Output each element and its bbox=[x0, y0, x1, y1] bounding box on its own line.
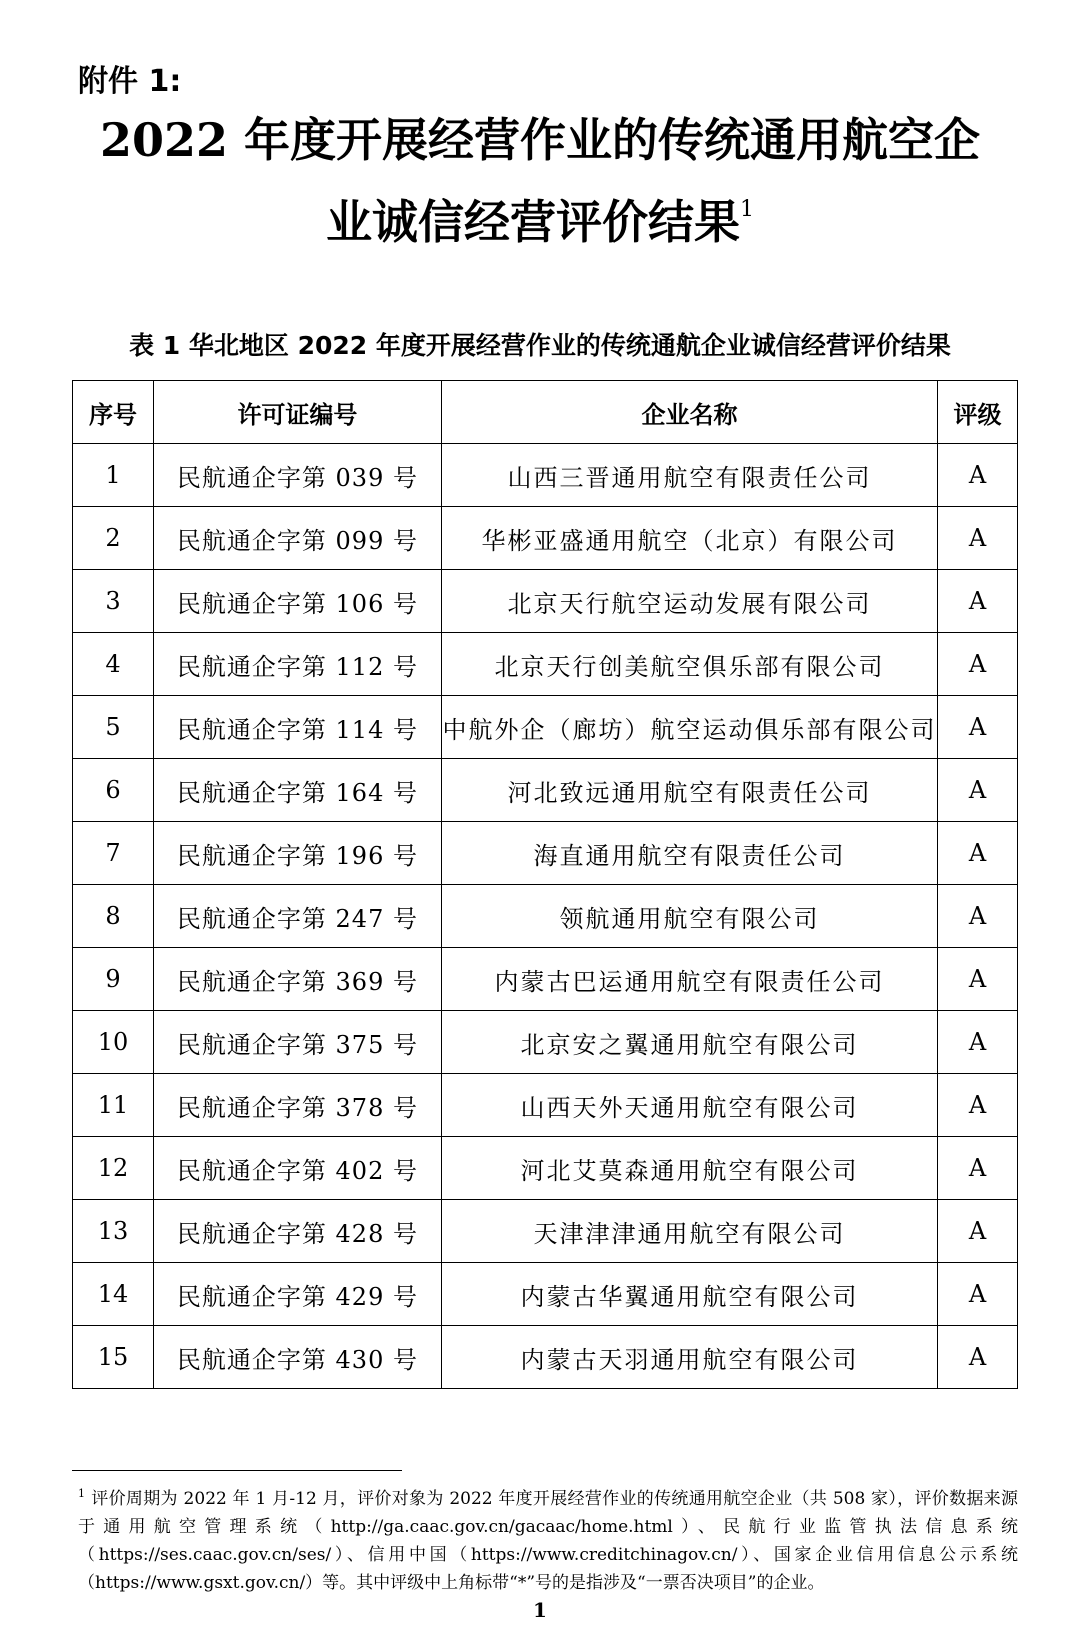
table-row bbox=[73, 570, 1018, 633]
attachment-label: 附件 1: bbox=[78, 64, 182, 99]
table-row bbox=[73, 1263, 1018, 1326]
table-row bbox=[73, 948, 1018, 1011]
row-index-cell: 15 bbox=[73, 1326, 154, 1389]
table-row bbox=[73, 822, 1018, 885]
table-body bbox=[73, 444, 1018, 1389]
company-name-cell: 内蒙古天羽通用航空有限公司 bbox=[441, 1326, 937, 1389]
table-row bbox=[73, 1200, 1018, 1263]
company-name-cell: 河北艾莫森通用航空有限公司 bbox=[441, 1137, 937, 1200]
table-row bbox=[73, 759, 1018, 822]
grade-cell: A bbox=[938, 1200, 1018, 1263]
grade-cell: A bbox=[938, 444, 1018, 507]
grade-cell: A bbox=[938, 759, 1018, 822]
row-index-cell: 1 bbox=[73, 444, 154, 507]
license-number-cell: 民航通企字第 196 号 bbox=[153, 822, 441, 885]
row-index-cell: 9 bbox=[73, 948, 154, 1011]
row-index-cell: 5 bbox=[73, 696, 154, 759]
table-row bbox=[73, 633, 1018, 696]
table-caption: 表 1 华北地区 2022 年度开展经营作业的传统通航企业诚信经营评价结果 bbox=[129, 331, 951, 360]
license-number-cell: 民航通企字第 402 号 bbox=[153, 1137, 441, 1200]
company-name-cell: 山西三晋通用航空有限责任公司 bbox=[441, 444, 937, 507]
company-name-cell: 北京天行航空运动发展有限公司 bbox=[441, 570, 937, 633]
table-row bbox=[73, 1137, 1018, 1200]
grade-cell: A bbox=[938, 822, 1018, 885]
company-name-cell: 华彬亚盛通用航空（北京）有限公司 bbox=[441, 507, 937, 570]
table-row bbox=[73, 507, 1018, 570]
header-license: 许可证编号 bbox=[153, 381, 441, 444]
header-index: 序号 bbox=[73, 381, 154, 444]
grade-cell: A bbox=[938, 570, 1018, 633]
company-name-cell: 内蒙古华翼通用航空有限公司 bbox=[441, 1263, 937, 1326]
license-number-cell: 民航通企字第 114 号 bbox=[153, 696, 441, 759]
row-index-cell: 8 bbox=[73, 885, 154, 948]
row-index-cell: 3 bbox=[73, 570, 154, 633]
company-name-cell: 河北致远通用航空有限责任公司 bbox=[441, 759, 937, 822]
document-title-line-1: 2022 年度开展经营作业的传统通用航空企 bbox=[99, 113, 981, 167]
license-number-cell: 民航通企字第 429 号 bbox=[153, 1263, 441, 1326]
header-grade: 评级 bbox=[938, 381, 1018, 444]
footnote-marker: 1 bbox=[78, 1487, 85, 1500]
footnote-text: 评价周期为 2022 年 1 月-12 月，评价对象为 2022 年度开展经营作业的传统通用航空企业（共 508 家），评价数据来源于通用航空管理系统（http://ga.caac.gov.cn/gacaac/home.html）、民航行业监管执法信息系统（https://ses.caac.gov.cn/ses/）、信用中国（https://www.creditchinagov.cn/）、国家企业信用信息公示系统（https://www.gsxt.gov.cn/）等。其中评级中上角标带“*”号的是指涉及“一票否决项目”的企业。 bbox=[78, 1489, 1018, 1593]
table-row bbox=[73, 885, 1018, 948]
row-index-cell: 2 bbox=[73, 507, 154, 570]
results-table bbox=[72, 380, 1018, 1389]
license-number-cell: 民航通企字第 039 号 bbox=[153, 444, 441, 507]
license-number-cell: 民航通企字第 164 号 bbox=[153, 759, 441, 822]
grade-cell: A bbox=[938, 885, 1018, 948]
grade-cell: A bbox=[938, 507, 1018, 570]
row-index-cell: 6 bbox=[73, 759, 154, 822]
license-number-cell: 民航通企字第 378 号 bbox=[153, 1074, 441, 1137]
row-index-cell: 12 bbox=[73, 1137, 154, 1200]
row-index-cell: 10 bbox=[73, 1011, 154, 1074]
grade-cell: A bbox=[938, 1326, 1018, 1389]
license-number-cell: 民航通企字第 247 号 bbox=[153, 885, 441, 948]
grade-cell: A bbox=[938, 1263, 1018, 1326]
license-number-cell: 民航通企字第 428 号 bbox=[153, 1200, 441, 1263]
grade-cell: A bbox=[938, 633, 1018, 696]
license-number-cell: 民航通企字第 369 号 bbox=[153, 948, 441, 1011]
license-number-cell: 民航通企字第 106 号 bbox=[153, 570, 441, 633]
table-row bbox=[73, 444, 1018, 507]
license-number-cell: 民航通企字第 430 号 bbox=[153, 1326, 441, 1389]
row-index-cell: 4 bbox=[73, 633, 154, 696]
license-number-cell: 民航通企字第 099 号 bbox=[153, 507, 441, 570]
document-title-line-2 bbox=[60, 180, 1020, 252]
company-name-cell: 领航通用航空有限公司 bbox=[441, 885, 937, 948]
company-name-cell: 中航外企（廊坊）航空运动俱乐部有限公司 bbox=[441, 696, 937, 759]
company-name-cell: 内蒙古巴运通用航空有限责任公司 bbox=[441, 948, 937, 1011]
grade-cell: A bbox=[938, 1137, 1018, 1200]
table-header-row bbox=[73, 381, 1018, 444]
license-number-cell: 民航通企字第 112 号 bbox=[153, 633, 441, 696]
grade-cell: A bbox=[938, 1074, 1018, 1137]
company-name-cell: 天津津津通用航空有限公司 bbox=[441, 1200, 937, 1263]
table-row bbox=[73, 1011, 1018, 1074]
page-number: 1 bbox=[533, 1598, 547, 1622]
table-row bbox=[73, 1326, 1018, 1389]
row-index-cell: 7 bbox=[73, 822, 154, 885]
grade-cell: A bbox=[938, 948, 1018, 1011]
title-footnote-ref[interactable]: 1 bbox=[740, 197, 754, 222]
company-name-cell: 山西天外天通用航空有限公司 bbox=[441, 1074, 937, 1137]
company-name-cell: 北京天行创美航空俱乐部有限公司 bbox=[441, 633, 937, 696]
row-index-cell: 13 bbox=[73, 1200, 154, 1263]
license-number-cell: 民航通企字第 375 号 bbox=[153, 1011, 441, 1074]
footnote bbox=[78, 1480, 1018, 1597]
footnote-divider bbox=[72, 1470, 402, 1471]
document-title-line-2-text: 业诚信经营评价结果 bbox=[326, 195, 740, 249]
header-company: 企业名称 bbox=[441, 381, 937, 444]
table-row bbox=[73, 696, 1018, 759]
grade-cell: A bbox=[938, 696, 1018, 759]
company-name-cell: 北京安之翼通用航空有限公司 bbox=[441, 1011, 937, 1074]
company-name-cell: 海直通用航空有限责任公司 bbox=[441, 822, 937, 885]
row-index-cell: 14 bbox=[73, 1263, 154, 1326]
grade-cell: A bbox=[938, 1011, 1018, 1074]
row-index-cell: 11 bbox=[73, 1074, 154, 1137]
table-row bbox=[73, 1074, 1018, 1137]
